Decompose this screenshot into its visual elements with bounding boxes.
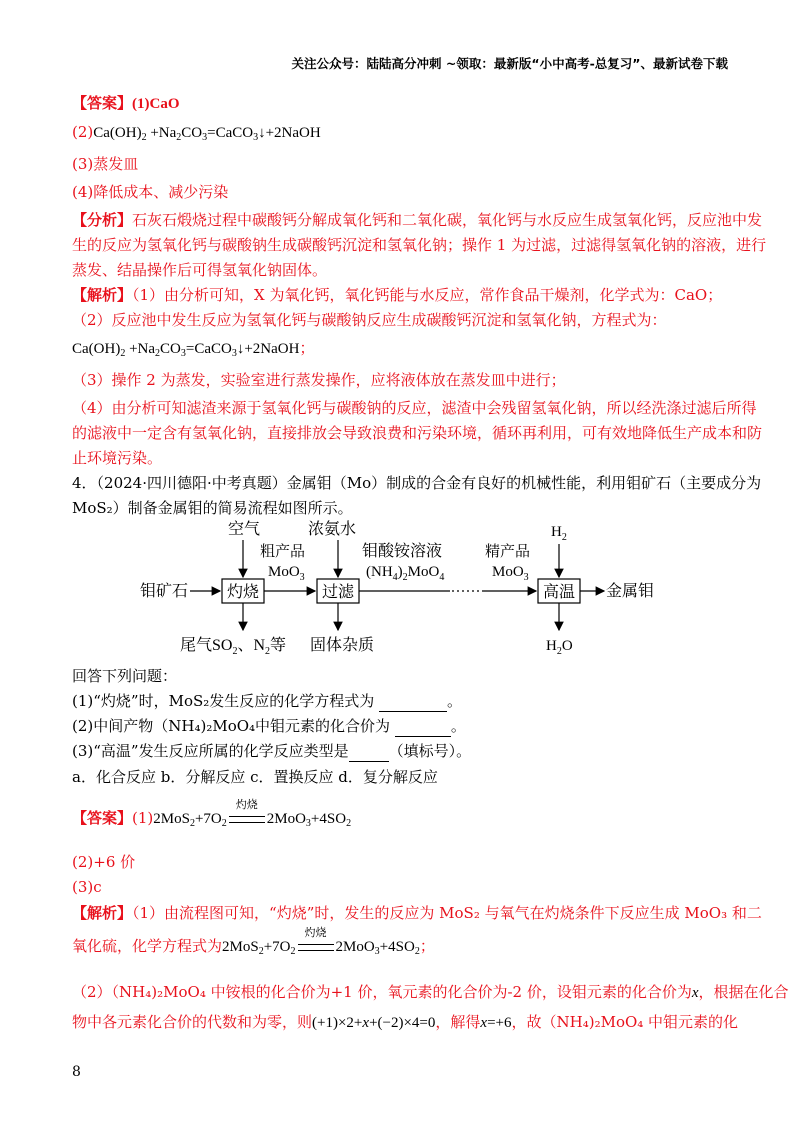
explain-text: ，根据在化合 — [698, 983, 789, 1001]
q3-explain-line4b: 的滤液中一定含有氢氧化钠，直接排放会导致浪费和污染环境，循环再利用，可有效地降低生产成本和防 — [72, 424, 763, 442]
q3-analysis-line2: 生的反应为氢氧化钙与碳酸钠生成碳酸钙沉淀和氢氧化钠；操作 1 为过滤，过滤得氢氧化钠的溶液，进行 — [72, 236, 767, 254]
q4-options: a．化合反应 b．分解反应 c．置换反应 d．复分解反应 — [72, 768, 438, 786]
explain-text: （1）由流程图可知，“灼烧”时，发生的反应为 MoS₂ 与氧气在灼烧条件下反应生成 MoO₃ 和二 — [132, 904, 762, 922]
label-h2o: $H_2O$ — [546, 638, 573, 657]
q4-explain-line1 — [72, 903, 762, 923]
q4-question-1 — [72, 691, 462, 712]
answer-blank[interactable] — [379, 691, 447, 712]
box-hightemp-label: 高温 — [542, 584, 576, 601]
q3-explain-line4a: （4）由分析可知滤渣来源于氢氧化钙与碳酸钠的反应，滤渣中会残留氢氧化钠，所以经洗涤过滤后所得 — [72, 399, 757, 417]
q4-answer-2: (2)+6 价 — [72, 853, 136, 871]
equation: $Ca(OH)_2$ $+Na_2CO_3=CaCO_3↓+2NaOH$ — [72, 341, 300, 359]
answer-tag: 【答案】 — [72, 809, 133, 827]
answer-text: (1)CaO — [132, 96, 180, 112]
punct: ； — [299, 339, 315, 357]
explain-tag: 【解析】 — [72, 286, 133, 304]
variable-x: x — [691, 985, 699, 1001]
box-roast-label: 灼烧 — [226, 584, 260, 601]
q3-analysis-line1 — [72, 210, 762, 230]
answer-tag: 【答案】 — [72, 94, 133, 112]
explain-text: 物中各元素化合价的代数和为零，则 — [72, 1013, 313, 1031]
label-exhaust: 尾气$SO_2$、$N_2$等 — [180, 637, 287, 657]
analysis-text: 石灰石煅烧过程中碳酸钙分解成氧化钙和二氧化碳，氧化钙与水反应生成氢氧化钙，反应池中发 — [132, 211, 763, 229]
question-text: (1)“灼烧”时，MoS₂发生反应的化学方程式为 — [72, 692, 375, 710]
q3-answer-4: (4)降低成本、减少污染 — [72, 183, 229, 201]
reaction-condition: 灼烧 — [304, 927, 327, 939]
q4-explain-line3 — [72, 982, 789, 1003]
label-moo3-crude: MoO$_3$ — [268, 564, 305, 583]
answer-blank[interactable] — [395, 716, 451, 737]
analysis-tag: 【分析】 — [72, 211, 133, 229]
label-air: 空气 — [228, 521, 261, 538]
explain-text: ，解得 — [435, 1013, 481, 1031]
punct: （填标号）。 — [388, 742, 472, 760]
label-crude: 粗产品 — [260, 544, 306, 560]
explain-text: （2）（NH₄)₂MoO₄ 中铵根的化合价为+1 价，氧元素的化合价为-2 价，设钼元素的化合价为 — [72, 983, 692, 1001]
q3-explain-line4c: 止环境污染。 — [72, 449, 163, 467]
page-header: 关注公众号：陆陆高分冲刺 ~领取：最新版“小中高考-总复习”、最新试卷下载 — [291, 56, 728, 71]
q4-answer-3: (3)c — [72, 878, 102, 896]
flow-input-label: 钼矿石 — [140, 583, 189, 600]
explain-text: （1）由分析可知，X 为氧化钙，氧化钙能与水反应，常作食品干燥剂，化学式为：CaO； — [132, 286, 723, 304]
q3-analysis-line3: 蒸发、结晶操作后可得氢氧化钠固体。 — [72, 261, 328, 279]
label-h2: $H_2$ — [551, 524, 567, 543]
box-filter-label: 过滤 — [321, 584, 355, 601]
q3-explain-line3: （3）操作 2 为蒸发，实验室进行蒸发操作，应将液体放在蒸发皿中进行； — [72, 371, 566, 389]
explain-tag: 【解析】 — [72, 904, 133, 922]
question-text: (2)中间产物（NH₄)₂MoO₄中钼元素的化合价为 — [72, 717, 391, 735]
q4-explain-line4 — [72, 1012, 738, 1033]
q3-explain-line2: （2）反应池中发生反应为氢氧化钙与碳酸钠反应生成碳酸钙沉淀和氢氧化钠，方程式为： — [72, 311, 667, 329]
q4-stem-line2: MoS₂）制备金属钼的简易流程如图所示。 — [72, 499, 353, 517]
page-number: 8 — [72, 1064, 81, 1080]
label-solution: 钼酸铵溶液 — [362, 543, 443, 560]
answer-blank[interactable] — [349, 741, 389, 762]
q4-explain-line2 — [72, 927, 435, 957]
q4-stem-line1: 4．（2024·四川德阳·中考真题）金属钼（Mo）制成的合金有良好的机械性能，利用钼矿石（主要成分为 — [72, 474, 762, 492]
equation: $Ca(OH)_2$ $+Na_2CO_3=CaCO_3↓+2NaOH$ — [93, 125, 321, 143]
label-solid: 固体杂质 — [310, 637, 375, 654]
q3-explain-equation — [72, 338, 314, 359]
equation: $2MoS_2+7O_2$ 灼烧 $2MoO_3+4SO_2$ — [222, 939, 420, 955]
punct: 。 — [450, 717, 466, 735]
flow-output-label: 金属钼 — [606, 583, 655, 600]
punct: ； — [419, 937, 435, 955]
explain-text: 氧化硫，化学方程式为 — [72, 937, 223, 955]
reaction-condition: 灼烧 — [235, 799, 258, 811]
valence-equation: (+1)×2+x+(−2)×4=0 — [312, 1015, 436, 1031]
q4-answer-1 — [72, 799, 352, 829]
q4-question-3 — [72, 741, 471, 762]
label-ammonium-molybdate: $(NH_4)_2MoO_4$ — [366, 564, 445, 583]
q4-question-2 — [72, 716, 466, 737]
process-flow-diagram — [140, 512, 670, 662]
label-moo3-fine: MoO$_3$ — [492, 564, 529, 583]
answer-prefix: (1) — [132, 809, 154, 827]
answer-prefix: (2) — [72, 123, 94, 141]
label-ammonia: 浓氨水 — [308, 521, 357, 538]
q3-explain-line1 — [72, 285, 722, 305]
equation: $2MoS_2+7O_2$ 灼烧 $2MoO_3+4SO_2$ — [153, 811, 351, 827]
punct: 。 — [447, 692, 463, 710]
q3-answer-2 — [72, 122, 321, 143]
explain-text: ，故（NH₄)₂MoO₄ 中钼元素的化 — [511, 1013, 739, 1031]
q4-prompt: 回答下列问题： — [72, 667, 178, 685]
q3-answer-3: (3)蒸发皿 — [72, 155, 139, 173]
question-text: (3)“高温”发生反应所属的化学反应类型是 — [72, 742, 349, 760]
q3-answer-1 — [72, 93, 180, 114]
label-fine: 精产品 — [485, 544, 531, 560]
solution: x=+6 — [480, 1015, 512, 1031]
